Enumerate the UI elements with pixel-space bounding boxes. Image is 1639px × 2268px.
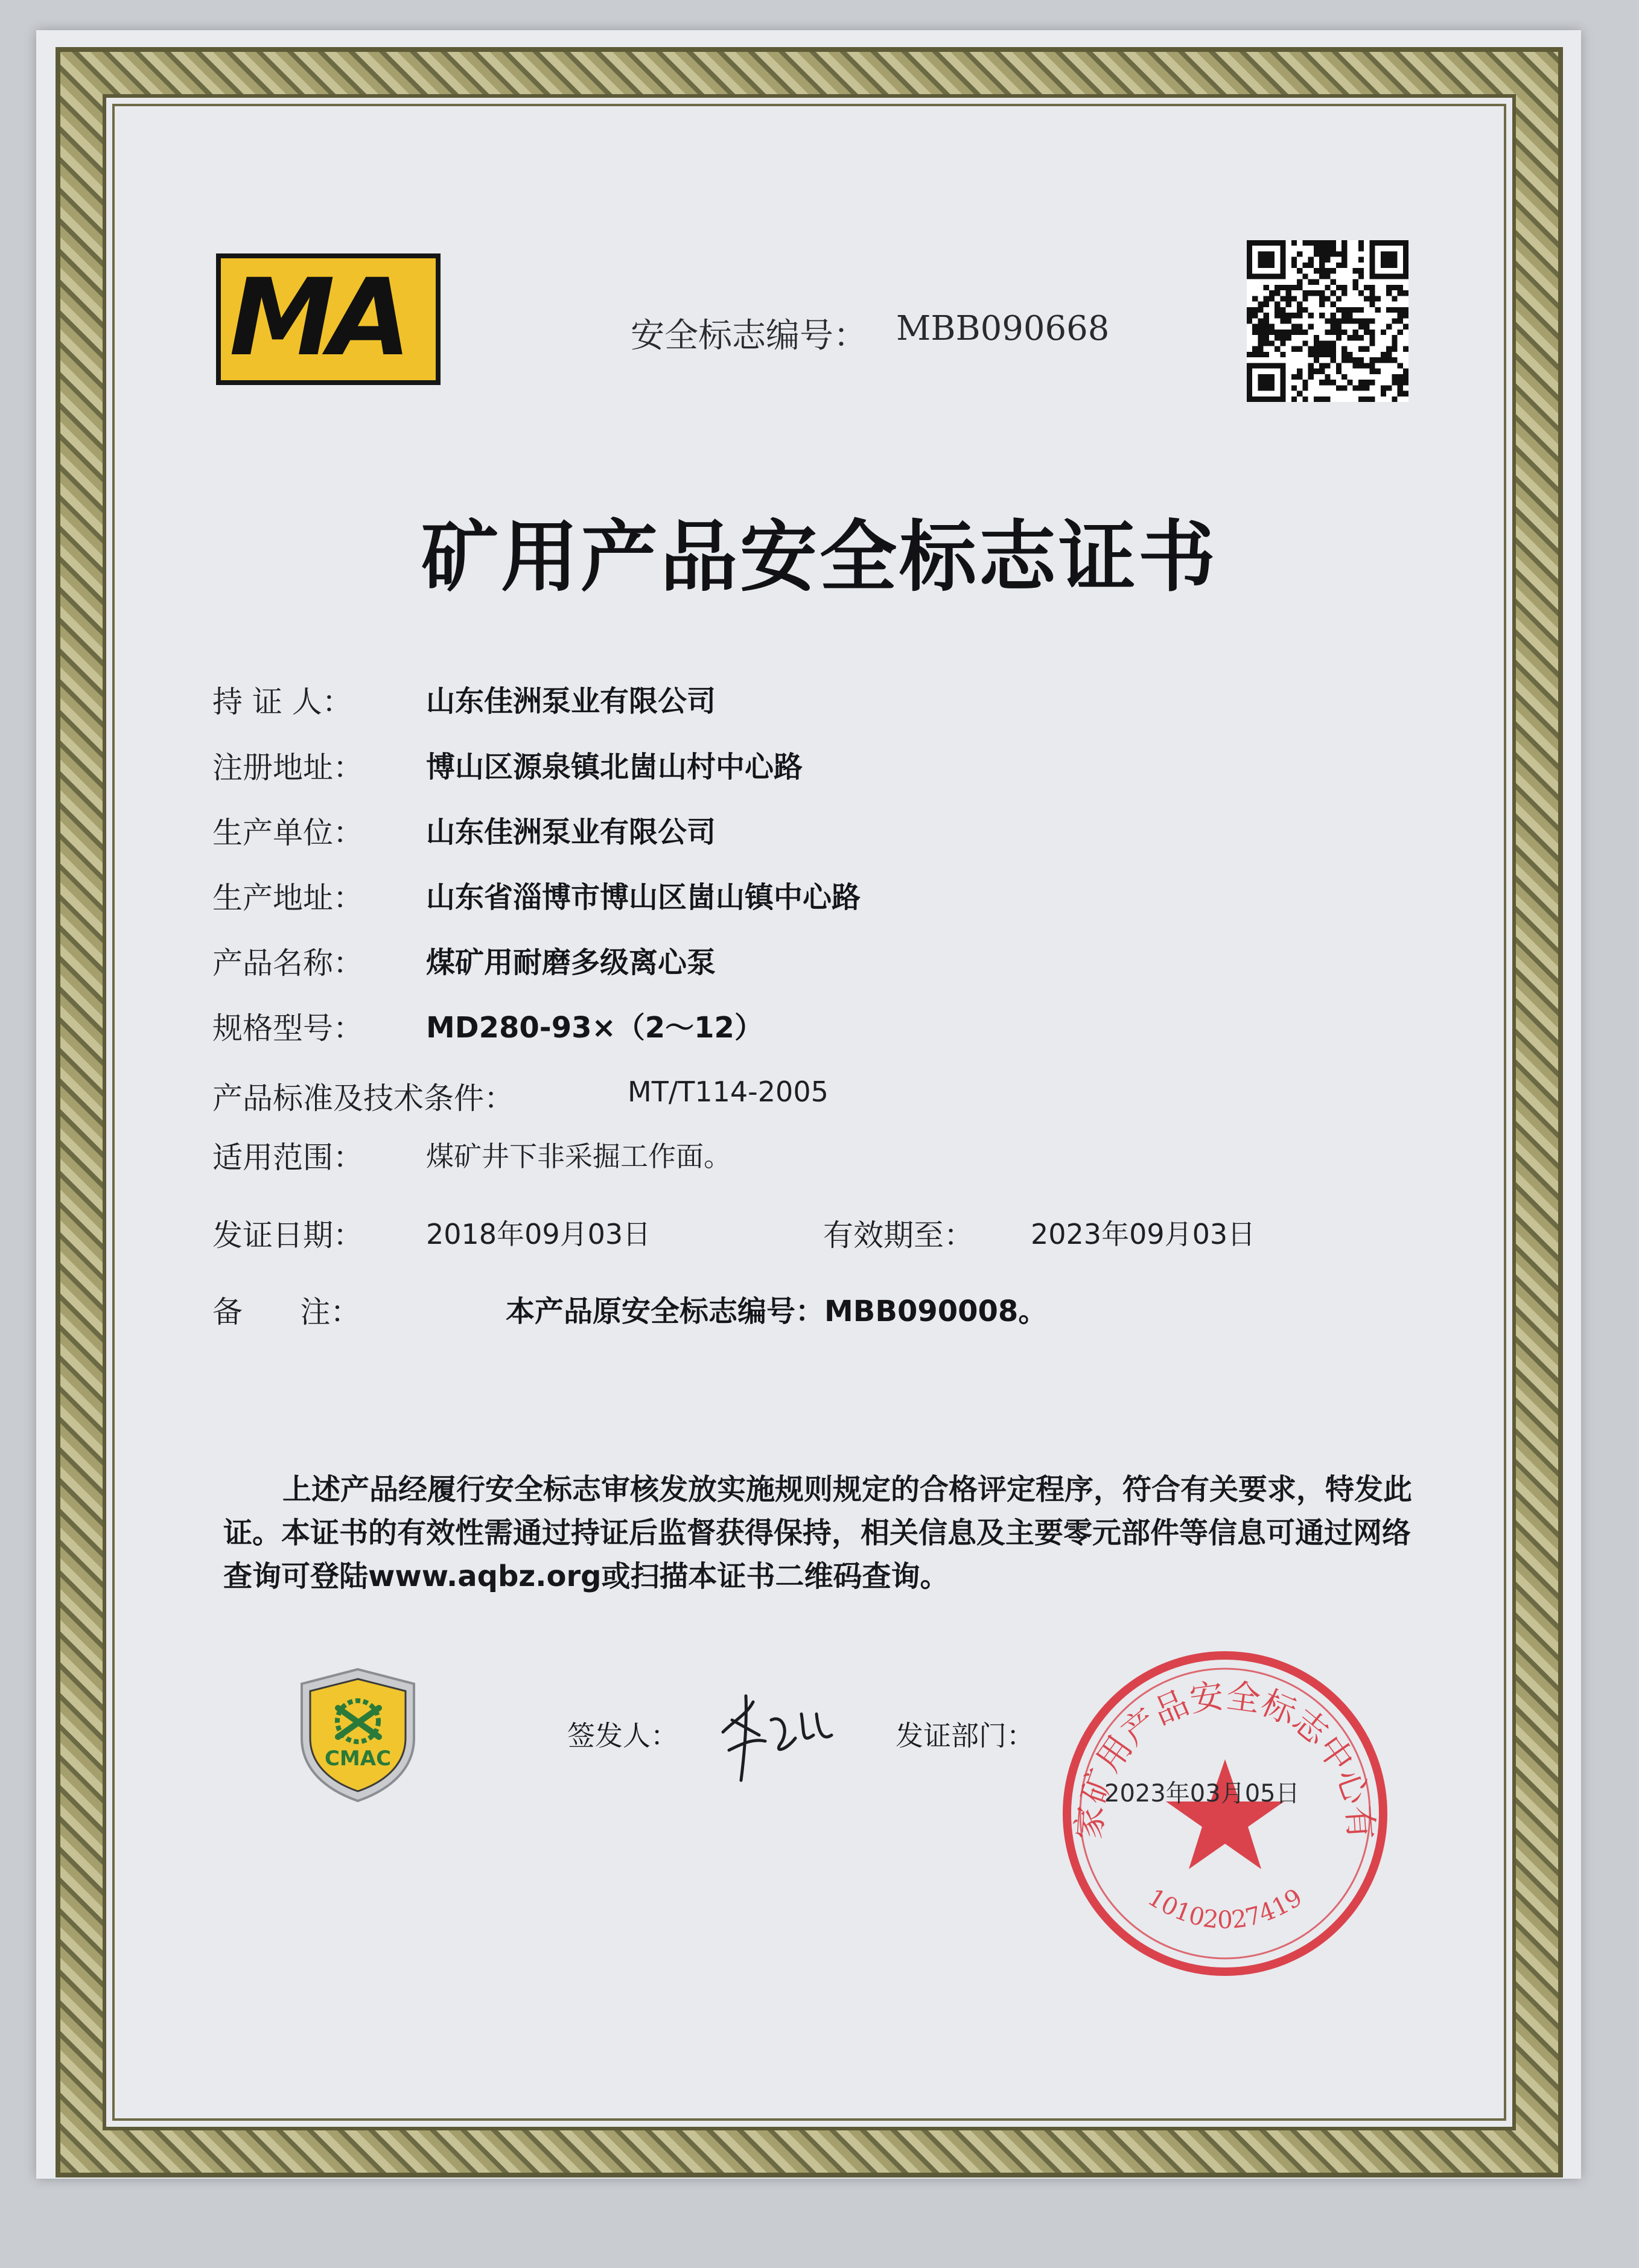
serial-label: 安全标志编号：	[631, 316, 867, 355]
issuer-label: 发证部门：	[896, 1719, 1034, 1752]
signature-image	[711, 1678, 838, 1786]
certificate-title: 矿用产品安全标志证书	[421, 512, 1218, 602]
standard-label: 产品标准及技术条件：	[212, 1081, 514, 1116]
standard-value: MT/T114-2005	[628, 1075, 829, 1108]
product-name-value: 煤矿用耐磨多级离心泵	[426, 946, 716, 980]
prod-address-label: 生产地址：	[212, 881, 363, 916]
certificate-statement: 上述产品经履行安全标志审核发放实施规则规定的合格评定程序，符合有关要求，特发此证。本证书的有效性需通过持证后监督获得保持，相关信息及主要零元部件等信息可通过网络查询可登陆www.aqbz.org或扫描本证书二维码查询。	[223, 1473, 1413, 1593]
holder-value: 山东佳洲泵业有限公司	[426, 684, 716, 718]
manufacturer-value: 山东佳洲泵业有限公司	[426, 815, 716, 849]
reg-address-label: 注册地址：	[212, 750, 363, 785]
prod-address-value: 山东省淄博市博山区崮山镇中心路	[426, 881, 861, 914]
signer-label: 签发人：	[567, 1719, 678, 1752]
ma-logo	[216, 253, 441, 385]
qr-code-icon	[1247, 240, 1408, 402]
seal-number: 10102027419	[1142, 1883, 1308, 1934]
reg-address-value: 博山区源泉镇北崮山村中心路	[426, 750, 803, 784]
issue-date-value: 2018年09月03日	[426, 1218, 651, 1250]
cmac-text: CMAC	[324, 1747, 392, 1771]
holder-label: 持 证 人：	[212, 684, 352, 719]
seal-text: 家矿用产品安全标志中心有	[1069, 1676, 1381, 1841]
manufacturer-label: 生产单位：	[212, 815, 363, 850]
scope-value: 煤矿井下非采掘工作面。	[426, 1140, 731, 1173]
cmac-logo	[294, 1666, 421, 1805]
issue-date-label: 发证日期：	[212, 1218, 363, 1253]
valid-until-label: 有效期至：	[823, 1218, 974, 1253]
product-name-label: 产品名称：	[212, 946, 363, 981]
model-value: MD280-93×（2～12）	[426, 1011, 763, 1045]
scope-label: 适用范围：	[212, 1140, 363, 1175]
official-seal	[1056, 1645, 1394, 1983]
ma-logo-text: MA	[229, 256, 406, 380]
remarks-label: 备 注：	[212, 1295, 361, 1330]
remarks-value: 本产品原安全标志编号：MBB090008。	[506, 1295, 1048, 1328]
model-label: 规格型号：	[212, 1011, 363, 1046]
valid-until-value: 2023年09月03日	[1031, 1218, 1256, 1250]
serial-value: MBB090668	[896, 309, 1110, 348]
stamp-date: 2023年03月05日	[1104, 1780, 1300, 1808]
